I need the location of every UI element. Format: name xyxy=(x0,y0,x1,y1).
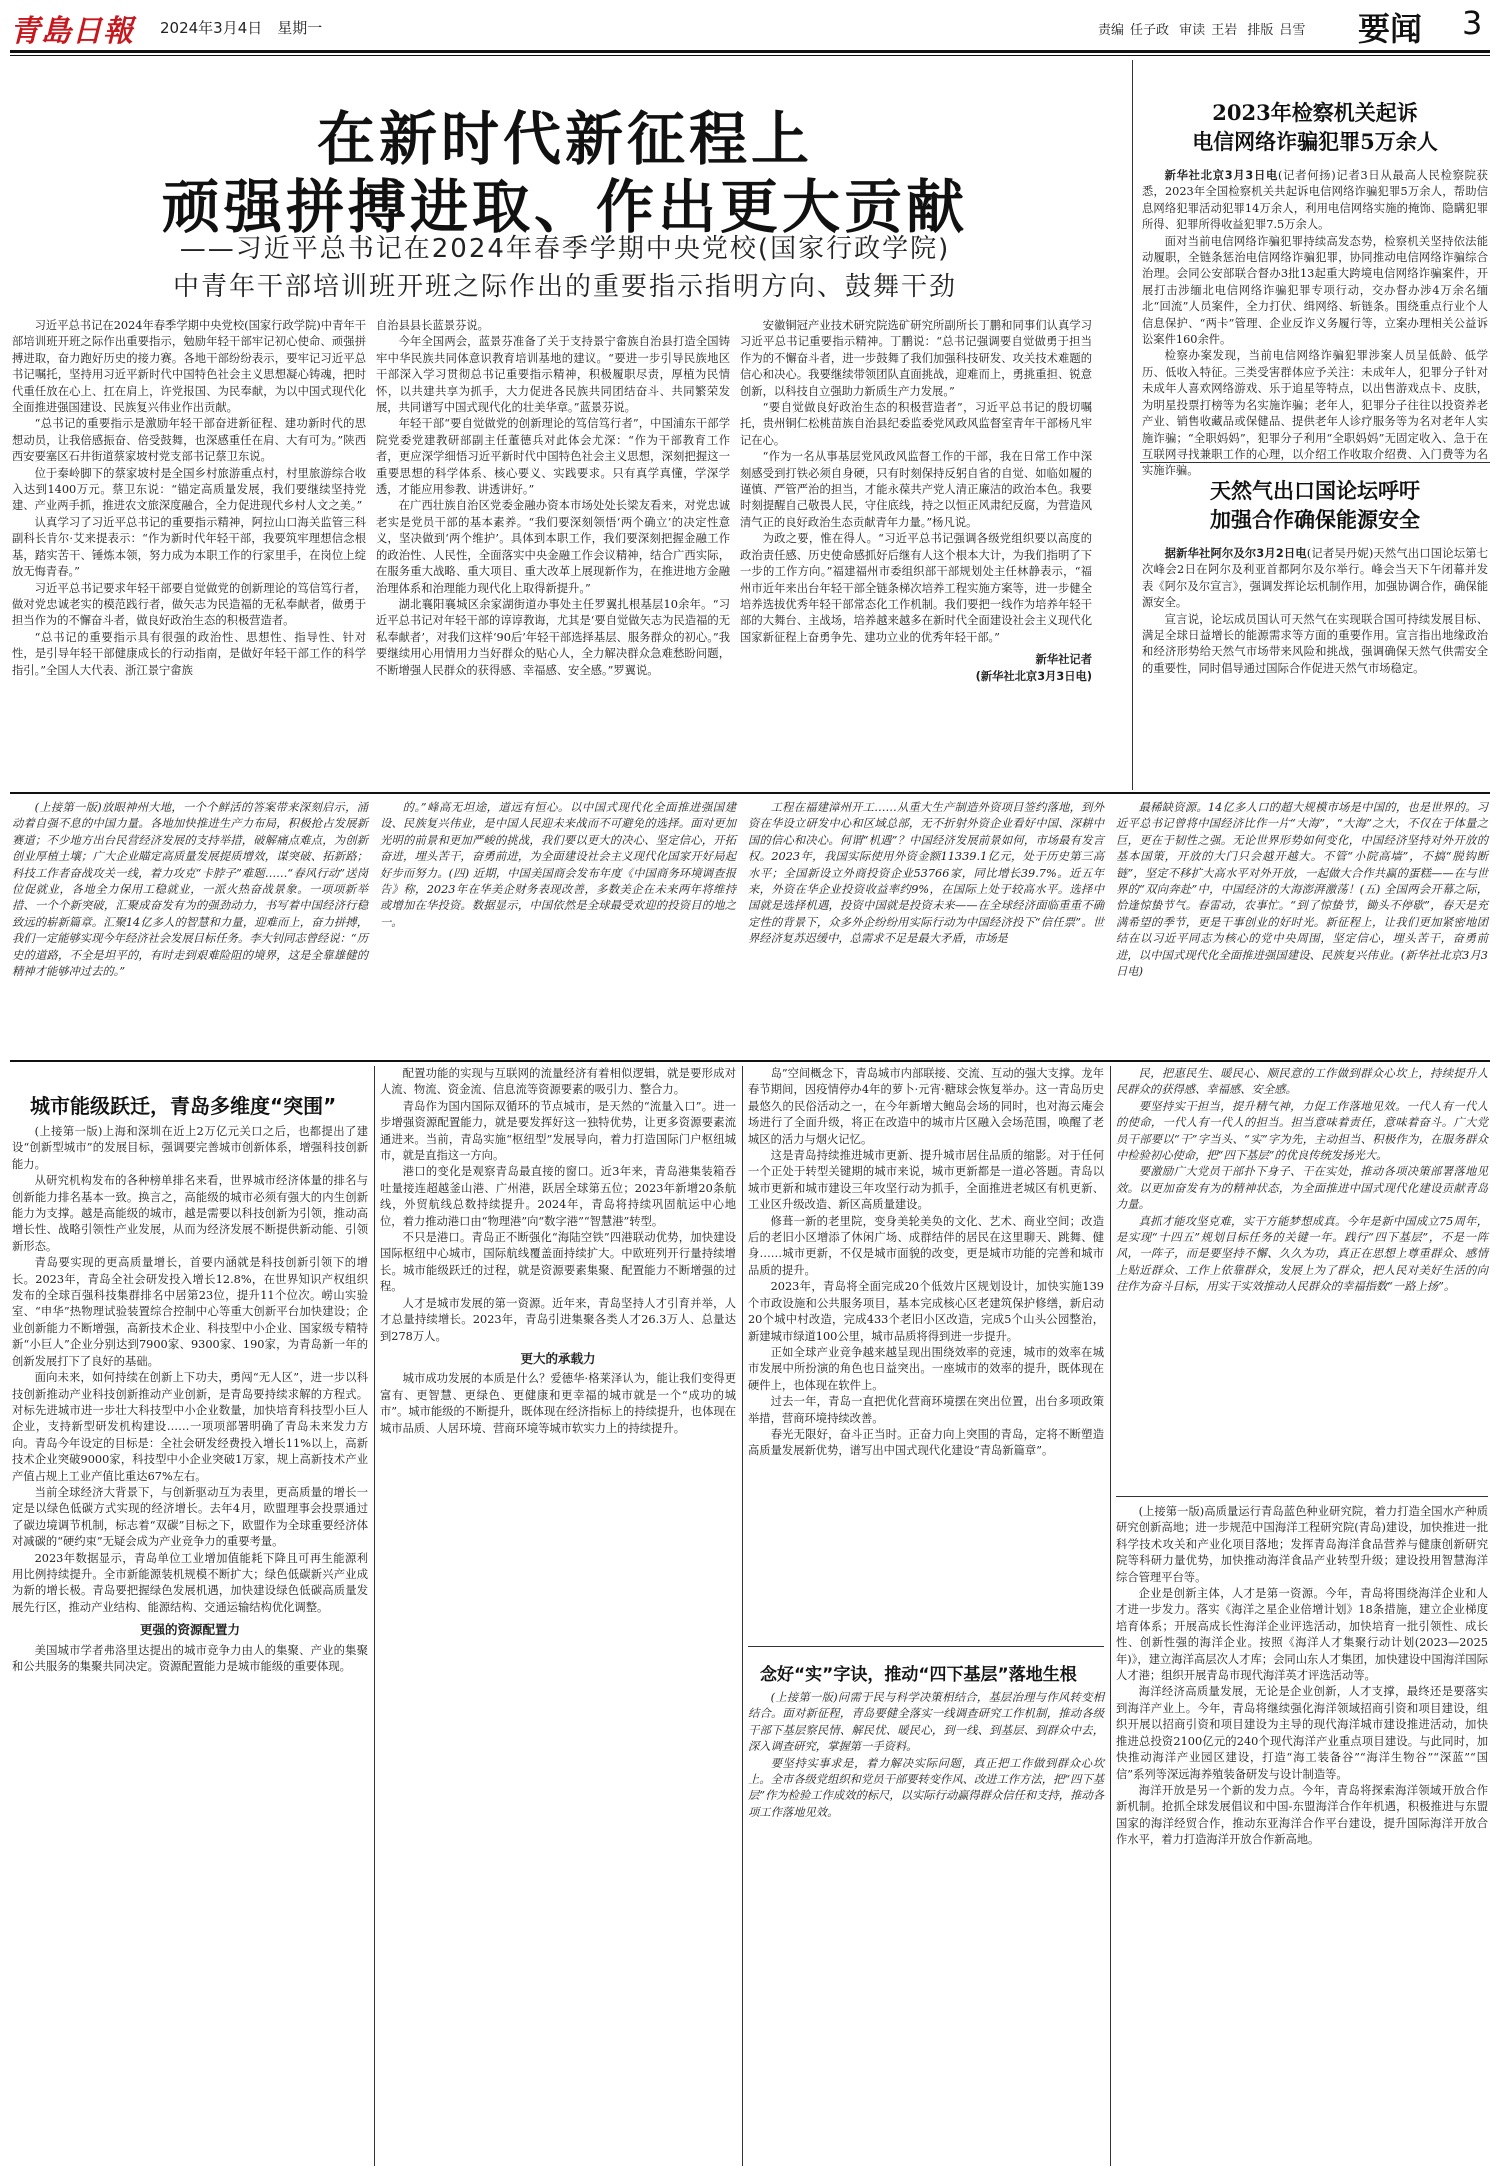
ocean-paragraph: 企业是创新主体，人才是第一资源。今年，青岛将围绕海洋企业和人才进一步发力。落实《海洋之星企业倍增计划》18条措施，建立企业梯度培育体系；开展高成长性海洋企业评选活动，加快培育一批引领性、成长性、创新性强的海洋企业。按照《海洋人才集聚行动计划(2023—2025年)》，建立海洋高层次人才库；会同山东人才集团，加快建设中国海洋国际人才港；组织开展青岛市现代海洋英才评选活动等。 xyxy=(1116,1587,1488,1683)
city-story-paragraph: 城市成功发展的本质是什么？爱德华·格莱泽认为，能让我们变得更富有、更智慧、更绿色、更健康和更幸福的城市就是一个“成功的城市”。城市能级的不断提升，既体现在经济指标上的持续提升，也体现在城市品质、人居环境、营商环境等城市软实力上的持续提升。 xyxy=(380,1372,736,1435)
city-story-paragraph: 2023年数据显示，青岛单位工业增加值能耗下降且可再生能源利用比例持续提升。全市新能源装机规模不断扩大；绿色低碳新兴产业成为新的增长极。青岛要把握绿色发展机遇，加快建设绿色低碳高质量发展先行区，推动产业结构、能源结构、交通运输结构优化调整。 xyxy=(12,1551,368,1614)
lead-subheadline-line2: 中青年干部培训班开班之际作出的重要指示指明方向、鼓舞干劲 xyxy=(172,272,957,302)
city-story-paragraph: 这是青岛持续推进城市更新、提升城市居住品质的缩影。对于任何一个正处于转型关键期的城市来说，城市更新都是一道必答题。青岛以城市更新和城市建设三年攻坚行动为抓手，全面推进老城区有机更新、工业区升级改造、新区高质量建设。 xyxy=(748,1149,1104,1212)
lead-subheadline-line1: ——习近平总书记在2024年春季学期中央党校(国家行政学院) xyxy=(179,234,951,264)
city-story-paragraph: 从研究机构发布的各种榜单排名来看，世界城市经济体量的排名与创新能力排名基本一致。换言之，高能级的城市必须有强大的内生创新能力为支撑。越是高能级的城市，越是需要以科技创新为引领，推动高增长性、战略引领性产业发展，从而为经济发展不断提供新动能、引领新形态。 xyxy=(12,1174,368,1253)
city-story-paragraph: 人才是城市发展的第一资源。近年来，青岛坚持人才引育并举，人才总量持续增长。2023年，青岛引进集聚各类人才26.3万人、总量达到278万人。 xyxy=(380,1296,736,1343)
ocean-story-divider xyxy=(1116,1496,1488,1497)
side-story-1-dateline: 新华社北京3月3日电 xyxy=(1164,169,1279,182)
lead-paragraph: “作为一名从事基层党风政风监督工作的干部，我在日常工作中深刻感受到打铁必须自身硬，只有时刻保持反躬自省的自觉、如临如履的谨慎、严管严治的担当，才能永葆共产党人清正廉洁的政治本色。我要时刻提醒自己敬畏人民，守住底线，持之以恒正风肃纪反腐，为营造风清气正的良好政治生态贡献青年力量。”杨凡说。 xyxy=(740,450,1092,529)
city-story-paragraph: 修葺一新的老里院，变身美轮美奂的文化、艺术、商业空间；改造后的老旧小区增添了休闲广场、成群结伴的居民在这里聊天、跳舞、健身……城市更新，不仅是城市面貌的改变，更是城市功能的完善和城市品质的提升。 xyxy=(748,1214,1104,1277)
reviewer-name: 王岩 xyxy=(1211,23,1238,38)
side-story-2-headline-line2: 加强合作确保能源安全 xyxy=(1210,507,1420,532)
grassroots-paragraph: (上接第一版)问需于民与科学决策相结合，基层治理与作风转变相结合。面对新征程，青岛要健全落实一线调查研究工作机制，推动各级干部下基层察民情、解民忧、暖民心，到一线、到基层、到群众中去，深入调查研究，掌握第一手资料。 xyxy=(748,1691,1104,1754)
commentary-text: 最稀缺资源。14亿多人口的超大规模市场是中国的，也是世界的。习近平总书记曾将中国经济比作一片“大海”，“大海”之大，不仅在于体量之巨，更在于韧性之强。无论世界形势如何变化，中国经济坚持对外开放的基本国策，开放的大门只会越开越大。不管“小院高墙”，不搞“脱钩断链”，坚定不移扩大高水平对外开放，一起做大合作共赢的蛋糕——在与世界的“双向奔赴”中，中国经济的大海澎湃激荡！(五) 全国两会开幕之际，恰逢惊蛰节气。春雷动，农事忙。“到了惊蛰节，锄头不停歇”，春天是充满希望的季节，更是干事创业的好时光。新征程上，让我们更加紧密地团结在以习近平同志为核心的党中央周围，坚定信心，埋头苦干，奋勇前进，以中国式现代化全面推进强国建设、民族复兴伟业。(新华社北京3月3日电) xyxy=(1116,801,1488,979)
ocean-paragraph: 海洋经济高质量发展，无论是企业创新，人才支撑，最终还是要落实到海洋产业上。今年，青岛将继续强化海洋领域招商引资和项目建设，组织开展以招商引资和项目建设为主导的现代海洋城市建设推进活动，加快推进总投资2100亿元的240个现代海洋产业重点项目建设。与此同时，加快推动海洋产业园区建设，打造“海工装备谷”“海洋生物谷”“深蓝”“国信”系列等深远海养殖装备研发与设计制造等。 xyxy=(1116,1685,1488,1781)
city-story-subhead: 更大的承载力 xyxy=(520,1350,596,1366)
masthead xyxy=(0,0,1500,52)
lead-headline-line2: 顽强拼搏进取、作出更大贡献 xyxy=(161,173,968,241)
commentary-text: (上接第一版)放眼神州大地，一个个鲜活的答案带来深刻启示，涌动着自强不息的中国力量。各地加快推进生产力布局，积极抢占发展新赛道；不少地方出台民营经济发展的支持举措，破解痛点难点，为创新创业厚植土壤；广大企业瞄定高质量发展提质增效，谋突破、拓新路；科技工作者奋战攻关一线，着力攻克“卡脖子”难题……“春风行动”送岗位促就业，各地全力保用工稳就业，一派火热奋战景象。一项项新举措、一个个新突破，汇聚成奋发有为的强劲动力，书写着中国经济行稳致远的崭新篇章。汇聚14亿多人的智慧和力量，迎难而上，奋力拼搏，我们一定能够实现今年经济社会发展目标任务。李大钊同志曾经说：“历史的道路，不全是坦平的，有时走到艰难险阻的境界，这是全靠雄健的精神才能够冲过去的。” xyxy=(12,801,368,979)
lead-paragraph: “要自觉做良好政治生态的积极营造者”，习近平总书记的殷切嘱托，贵州铜仁松桃苗族自治县纪委监委党风政风监督室青年干部杨凡牢记在心。 xyxy=(740,401,1092,447)
grassroots-paragraph: 要激励广大党员干部扑下身子、干在实处，推动各项决策部署落地见效。以更加奋发有为的精神状态，为全面推进中国式现代化建设贡献青岛力量。 xyxy=(1116,1165,1488,1212)
issue-date: 2024年3月4日 星期一 xyxy=(160,19,323,37)
side-story-1-first-paragraph xyxy=(1142,168,1488,234)
city-story-paragraph: 过去一年，青岛一直把优化营商环境摆在突出位置，出台多项政策举措，营商环境持续改善。 xyxy=(748,1395,1104,1425)
grassroots-paragraph: 真抓才能攻坚克难，实干方能梦想成真。今年是新中国成立75周年，是实现“十四五”规划目标任务的关键一年。践行“四下基层”，不是一阵风，一阵子，而是要坚持不懈、久久为功，真正在思想上尊重群众、感情上贴近群众、工作上依靠群众，发展上为了群众，把人民对美好生活的向往作为奋斗目标，用实干实效推动人民群众的幸福指数“一路上扬”。 xyxy=(1116,1214,1488,1294)
commentary-text: 工程在福建漳州开工……从重大生产制造外资项目签约落地，到外资在华设立研发中心和区域总部，无不折射外资企业看好中国、深耕中国的信心和决心。何谓“机遇”？中国经济发展前景如何，市场最有发言权。2023年，我国实际使用外资金额11339.1亿元，处于历史第三高水平；全国新设立外商投资企业53766家，同比增长39.7%。近五年来，外资在华企业投资收益率约9%，在国际上处于较高水平。选择中国就是选择机遇，投资中国就是投资未来——在全球经济面临重重不确定性的背景下，众多外企纷纷用实际行动为中国经济投下“信任票”。世界经济复苏迟缓中，总需求不足是最大矛盾，市场是 xyxy=(748,801,1104,946)
middle-strip-top-rule xyxy=(10,792,1490,794)
lead-column-1 xyxy=(12,318,366,780)
section-name: 要闻 xyxy=(1358,10,1423,48)
city-story-subhead: 更强的资源配置力 xyxy=(139,1622,240,1638)
masthead-rule-thin xyxy=(10,55,1490,56)
ocean-story-body xyxy=(1116,1504,1488,2164)
grassroots-story-headline: 念好“实”字诀，推动“四下基层”落地生根 xyxy=(760,1665,1077,1685)
column-divider xyxy=(742,1066,743,2166)
lead-dateline: (新华社北京3月3日电) xyxy=(975,669,1092,683)
grassroots-story-body xyxy=(748,1690,1104,2164)
lead-paragraph: 安徽铜冠产业技术研究院选矿研究所副所长丁鹏和同事们认真学习习近平总书记重要指示精神。丁鹏说：“总书记强调要自觉做勇于担当作为的不懈奋斗者，进一步鼓舞了我们加强科技研发、攻关技术难题的信心和决心。我要继续带领团队直面挑战，迎难而上，勇挑重担、锐意创新，以科技自立强助力新质生产力发展。” xyxy=(740,319,1092,398)
page-number: 3 xyxy=(1462,4,1483,42)
city-story-headline: 城市能级跃迁，青岛多维度“突围” xyxy=(30,1094,337,1118)
lead-paragraph: 自治县县长蓝景芬说。 xyxy=(376,319,489,332)
layouter-name: 吕雪 xyxy=(1279,23,1306,38)
lead-paragraph: 认真学习了习近平总书记的重要指示精神，阿拉山口海关监管三科副科长肯尔·艾来提表示：“作为新时代年轻干部，我要筑牢理想信念根基，踏实苦干、锤炼本领，努力成为本职工作的行家里手，在岗位上绽放无悔青春。” xyxy=(12,515,366,579)
commentary-column-4 xyxy=(1116,800,1488,1052)
commentary-text: 的。”峰高无坦途，道远有恒心。以中国式现代化全面推进强国建设、民族复兴伟业，是中国人民迎未来战而不可避免的选择。面对更加光明的前景和更加严峻的挑战，我们要以更大的决心、坚定信心，开拓奋进，埋头苦干，奋勇前进，为全面建设社会主义现代化国家开好局起好步而努力。(四) 近期，中国美国商会发布年度《中国商务环境调查报告》称，2023年在华美企财务表现改善，多数美企在未来两年将维持或增加在华投资。数据显示，中国依然是全球最受欢迎的投资目的地之一。 xyxy=(380,801,736,929)
grassroots-story-continued xyxy=(1116,1066,1488,1490)
ocean-paragraph: 海洋开放是另一个新的发力点。今年，青岛将探索海洋领域开放合作新机制。抢抓全球发展倡议和中国-东盟海洋合作年机遇，积极推进与东盟国家的海洋经贸合作，推动东亚海洋合作平台建设，提升国际海洋开放合作水平，着力打造海洋开放合作新高地。 xyxy=(1116,1783,1488,1847)
lead-paragraph: 湖北襄阳襄城区余家湖街道办事处主任罗翼扎根基层10余年。“习近平总书记对年轻干部的谆谆教诲，尤其是‘要自觉做矢志为民造福的无私奉献者’，对我们这样‘90后’年轻干部选择基层、服务群众的初心。”我要继续用心用情用力当好群众的贴心人，全力解决群众急难愁盼问题，不断增强人民群众的获得感、幸福感、安全感。”罗翼说。 xyxy=(376,597,730,677)
side-story-1-paragraph: 面对当前电信网络诈骗犯罪持续高发态势，检察机关坚持依法能动履职，全链条惩治电信网络诈骗犯罪，协同推动电信网络诈骗综合治理。会同公安部联合督办3批13起重大跨境电信网络诈骗案件，开展打击涉缅北电信网络诈骗犯罪专项行动，交办督办涉4万余名缅北“回流”人员案件，全力打伏、缉网络、斩链条。围绕重点行业个人信息保护、“两卡”管理、企业反诈义务履行等，立案办理相关公益诉讼案件160余件。 xyxy=(1142,234,1488,347)
middle-strip-bottom-rule xyxy=(10,1060,1490,1062)
city-story-paragraph: 当前全球经济大背景下，与创新驱动互为表里，更高质量的增长一定是以绿色低碳方式实现的经济增长。去年4月，欧盟理事会投票通过了碳边境调节机制，标志着“双碳”目标之下，欧盟作为全球重要经济体对减碳的“硬约束”无疑会成为产业竞争力的重要考量。 xyxy=(12,1485,368,1549)
editor-name: 任子政 xyxy=(1130,23,1170,38)
lead-column-3 xyxy=(740,318,1092,780)
city-story-paragraph: 岛”空间概念下，青岛城市内部联接、交流、互动的强大支撑。龙年春节期间，因疫情停办4年的萝卜·元宵·糖球会恢复举办。这一青岛历史最悠久的民俗活动之一，在今年新增大鲍岛会场的同时，也对海云庵会场进行了全面升级，将正在改造中的城市片区融入会场范围，唤醒了老城区的活力与烟火记忆。 xyxy=(748,1067,1104,1146)
masthead-rule xyxy=(10,50,1490,53)
column-divider xyxy=(374,1066,375,2166)
city-story-column-2 xyxy=(380,1066,736,2164)
city-story-paragraph: 不只是港口。青岛正不断强化“海陆空铁”四港联动优势，加快建设国际枢纽中心城市，国际航线覆盖面持续扩大。中欧班列开行量持续增长。城市能级跃迁的过程，就是资源要素集聚、配置能力不断增强的过程。 xyxy=(380,1231,736,1294)
city-story-paragraph: 2023年，青岛将全面完成20个低效片区规划设计，加快实施139个市政设施和公共服务项目，基本完成核心区老建筑保护修缮，新启动20个城中村改造，完成433个老旧小区改造，完成5个山头公园整治，新建城市绿道100公里，城市品质将得到进一步提升。 xyxy=(748,1280,1104,1343)
grassroots-paragraph: 要坚持实干担当，提升精气神，力促工作落地见效。一代人有一代人的使命，一代人有一代人的担当。担当意味着责任，意味着奋斗。广大党员干部要以“干”字当头、“实”字为先，主动担当、积极作为，在服务群众中检验初心使命，把“四下基层”的优良传统发扬光大。 xyxy=(1116,1099,1488,1163)
side-story-2-headline-line1: 天然气出口国论坛呼吁 xyxy=(1210,478,1420,503)
city-story-paragraph: (上接第一版)上海和深圳在近上2万亿元关口之后，也都提出了建设“创新型城市”的发展目标，强调要完善城市创新体系，增强科技创新能力。 xyxy=(12,1125,368,1171)
commentary-column-2 xyxy=(380,800,736,1052)
city-story-paragraph: 青岛作为国内国际双循环的节点城市，是天然的“流量入口”。进一步增强资源配置能力，就是要发挥好这一独特优势，让更多资源要素流通进来。当前，青岛实施“枢纽型”发展导向，着力打造国际门户枢纽城市，就是直指这一方向。 xyxy=(380,1099,736,1163)
lead-byline: 新华社记者 xyxy=(1035,653,1092,667)
side-story-2-paragraph: 宣言说，论坛成员国认可天然气在实现联合国可持续发展目标、满足全球日益增长的能源需求等方面的重要作用。宣言指出地缘政治和经济形势给天然气市场带来风险和挑战，强调确保天然气供需安全的重要性，同时倡导通过国际合作促进天然气市场稳定。 xyxy=(1142,612,1488,675)
city-story-paragraph: 面向未来，如何持续在创新上下功夫，勇闯“无人区”，进一步以科技创新推动产业科技创新推动产业创新，是青岛要持续求解的方程式。对标先进城市进一步壮大科技型中小企业数量，加快培育科技型小巨人企业，支持新型研发机构建设……一项项部署明确了青岛未来发力方向。青岛今年设定的目标是：全社会研发经费投入增长11%以上，高新技术企业突破9000家，科技型中小企业突破1万家，规上高新技术产业产值占规上工业产值比重达67%左右。 xyxy=(12,1371,368,1483)
city-story-column-1 xyxy=(12,1124,368,2164)
side-story-1-paragraph: 检察办案发现，当前电信网络诈骗犯罪涉案人员呈低龄、低学历、低收入特征。三类受害群体应予关注：未成年人，犯罪分子针对未成年人喜欢网络游戏、乐于追星等特点，以出售游戏点卡、皮肤，为明星投票打榜等为名实施诈骗；老年人，犯罪分子往往以投资养老产业、销售收藏品或保健品、提供老年人诊疗服务等为名对老年人实施诈骗；“全职妈妈”，犯罪分子利用“全职妈妈”无固定收入、急于在互联网寻找兼职工作的心理，以介绍工作收取介绍费、入门费等为名实施诈骗。 xyxy=(1142,349,1488,478)
grassroots-paragraph: 民，把惠民生、暖民心、顺民意的工作做到群众心坎上，持续提升人民群众的获得感、幸福感、安全感。 xyxy=(1116,1067,1488,1097)
side-story-divider xyxy=(1140,462,1490,463)
lead-paragraph: 在广西壮族自治区党委金融办资本市场处处长梁友看来，对党忠诚老实是党员干部的基本素养。“我们要深刻领悟‘两个确立’的决定性意义，坚决做到‘两个维护’。具体到本职工作，我们要深刻把握金融工作的政治性、人民性，全面落实中央金融工作会议精神，结合广西实际，在服务重大战略、重大项目、重大改革上展现新作为，在推进地方金融治理体系和治理能力现代化上取得新提升。” xyxy=(376,499,730,595)
sub-story-divider xyxy=(748,1646,1104,1647)
ocean-paragraph: (上接第一版)高质量运行青岛蓝色种业研究院，着力打造全国水产种质研究创新高地；进一步规范中国海洋工程研究院(青岛)建设，加快推进一批科学技术攻关和产业化项目落地；发挥青岛海洋食品营养与健康创新研究院等科研力量优势，加快推动海洋食品产业转型升级；建设投用智慧海洋综合管理平台等。 xyxy=(1116,1505,1488,1584)
city-story-paragraph: 春光无限好，奋斗正当时。正奋力向上突围的青岛，定将不断塑造高质量发展新优势，谱写出中国式现代化建设“青岛新篇章”。 xyxy=(748,1427,1104,1458)
side-story-2-first-paragraph xyxy=(1142,546,1488,612)
lead-paragraph: 今年全国两会，蓝景芬准备了关于支持景宁畲族自治县打造全国铸牢中华民族共同体意识教育培训基地的建议。“要进一步引导民族地区干部深入学习贯彻总书记重要指示精神，积极履职尽责，厚植为民情怀，以共建共享为抓手，大力促进各民族共同团结奋斗、共同繁荣发展，共同谱写中国式现代化的壮美华章。”蓝景芬说。 xyxy=(376,335,730,415)
lead-headline-line1: 在新时代新征程上 xyxy=(316,105,813,173)
side-story-2-dateline: 据新华社阿尔及尔3月2日电 xyxy=(1164,547,1307,560)
commentary-column-3 xyxy=(748,800,1104,1052)
lead-paragraph: “总书记的重要指示是激励年轻干部奋进新征程、建功新时代的思想动员，让我倍感振奋、倍受鼓舞，也深感重任在肩、大有可为。”陕西西安要塞区石井街道蔡家坡村党支部书记蔡卫东说。 xyxy=(12,417,366,464)
side-story-1-headline xyxy=(1140,98,1490,156)
lead-paragraph: 习近平总书记要求年轻干部要自觉做党的创新理论的笃信笃行者，做对党忠诚老实的模范践行者，做矢志为民造福的无私奉献者，做勇于担当作为的不懈奋斗者，做良好政治生态的积极营造者。 xyxy=(12,581,366,628)
review-label: 审读 xyxy=(1179,23,1206,38)
city-story-paragraph: 港口的变化是观察青岛最直接的窗口。近3年来，青岛港集装箱吞吐量接连超越釜山港、广州港，跃居全球第五位；2023年新增20条航线，外贸航线总数持续提升。2024年，青岛将持续巩固航运中心地位，着力推动港口由“物理港”向“数字港”“智慧港”转型。 xyxy=(380,1165,736,1228)
newspaper-logo: 青島日報 xyxy=(10,14,134,49)
side-story-2-text: (记者吴丹妮)天然气出口国论坛第七次峰会2日在阿尔及利亚首都阿尔及尔举行。峰会当天下午闭幕并发表《阿尔及尔宣言》，强调发挥论坛机制作用，加强协调合作，确保能源安全。 xyxy=(1142,547,1488,610)
commentary-column-1 xyxy=(12,800,368,1052)
lead-paragraph: 位于秦岭脚下的蔡家坡村是全国乡村旅游重点村，村里旅游综合收入达到1400万元。蔡卫东说：“锚定高质量发展，我们要继续坚持党建、产业两手抓，推进农文旅深度融合，全力促进现代乡村人文之美。” xyxy=(12,466,366,513)
column-divider xyxy=(1110,1066,1111,2166)
city-story-paragraph: 正如全球产业竞争越来越呈现出围绕效率的竞速，城市的效率在城市发展中所扮演的角色也日益突出。一座城市的效率的提升，既体现在硬件上，也体现在软件上。 xyxy=(748,1345,1104,1392)
side-story-1-body xyxy=(1142,168,1488,478)
side-column-divider xyxy=(1132,60,1133,790)
city-story-paragraph: 青岛要实现的更高质量增长，首要内涵就是科技创新引领下的增长。2023年，青岛全社会研发投入增长12.8%，在世界知识产权组织发布的全球百强科技集群排名中居第23位，提升11个位次。崂山实验室、“申华”热物理试验装置综合控制中心等重大创新平台加快建设；企业创新能力不断增强，高新技术企业、科技型中小企业、国家级专精特新“小巨人”企业分别达到7900家、9300家、190家，为青岛新一年的创新发展打下了良好的基础。 xyxy=(12,1256,368,1368)
side-story-2-body xyxy=(1142,546,1488,782)
lead-paragraph: “总书记的重要指示具有很强的政治性、思想性、指导性、针对性，是引导年轻干部健康成长的行动指南，是做好年轻干部工作的科学指引。”全国人大代表、浙江景宁畲族 xyxy=(12,630,366,677)
city-story-paragraph: 配置功能的实现与互联网的流量经济有着相似逻辑，就是要形成对人流、物流、资金流、信息流等资源要素的吸引力、整合力。 xyxy=(380,1067,736,1097)
grassroots-paragraph: 要坚持实事求是，着力解决实际问题，真正把工作做到群众心坎上。全市各级党组织和党员干部要转变作风、改进工作方法，把“四下基层”作为检验工作成效的标尺，以实际行动赢得群众信任和支持，推动各项工作落地见效。 xyxy=(748,1756,1104,1819)
lead-paragraph: 年轻干部“要自觉做党的创新理论的笃信笃行者”，中国浦东干部学院党委党建教研部副主任董德兵对此体会尤深：“作为干部教育工作者，更应深学细悟习近平新时代中国特色社会主义思想，深刻把握这一重要思想的科学体系、核心要义、实践要求。只有真学真懂，学深学透，才能应用参教、讲透讲好。” xyxy=(376,417,730,497)
layout-label: 排版 xyxy=(1247,23,1274,38)
lead-column-2 xyxy=(376,318,730,780)
side-story-1-headline-line1: 2023年检察机关起诉 xyxy=(1212,100,1418,125)
side-story-1-headline-line2: 电信网络诈骗犯罪5万余人 xyxy=(1192,129,1438,154)
city-story-paragraph: 美国城市学者弗洛里达提出的城市竞争力由人的集聚、产业的集聚和公共服务的集聚共同决定。资源配置能力是城市能级的重要体现。 xyxy=(12,1643,368,1673)
lead-paragraph: 习近平总书记在2024年春季学期中央党校(国家行政学院)中青年干部培训班开班之际作出重要指示，勉励年轻干部牢记初心使命、顽强拼搏进取，奋力跑好历史的接力赛。各地干部纷纷表示，要牢记习近平总书记嘱托，坚持用习近平新时代中国特色社会主义思想凝心铸魂，把时代重任放在心上、扛在肩上，许党报国、为民奉献，为以中国式现代化全面推进强国建设、民族复兴伟业作出贡献。 xyxy=(12,319,366,415)
city-story-column-3 xyxy=(748,1066,1104,1638)
side-story-1-text: (记者何扬)记者3日从最高人民检察院获悉，2023年全国检察机关共起诉电信网络诈骗犯罪5万余人，帮助信息网络犯罪活动犯罪14万余人，利用电信网络实施的掩饰、隐瞒犯罪所得、犯罪所得收益犯罪7.5万余人。 xyxy=(1142,169,1488,232)
lead-paragraph: 为政之要，惟在得人。“习近平总书记强调各级党组织要以高度的政治责任感、历史使命感抓好后继有人这个根本大计，为我们指明了下一步的工作方向。”福建福州市委组织部干部规划处主任林静表示，“福州市近年来出台年轻干部全链条梯次培养工程实施方案等，进一步健全培养选拔优秀年轻干部常态化工作机制。我们要把一线作为培养年轻干部的大舞台、主战场，培养越来越多在新时代全面建设社会主义现代化国家新征程上奋勇争先、建功立业的优秀年轻干部。” xyxy=(740,532,1092,644)
editor-credits xyxy=(1098,19,1311,38)
side-story-2-headline xyxy=(1140,476,1490,534)
editor-label: 责编 xyxy=(1098,23,1125,38)
